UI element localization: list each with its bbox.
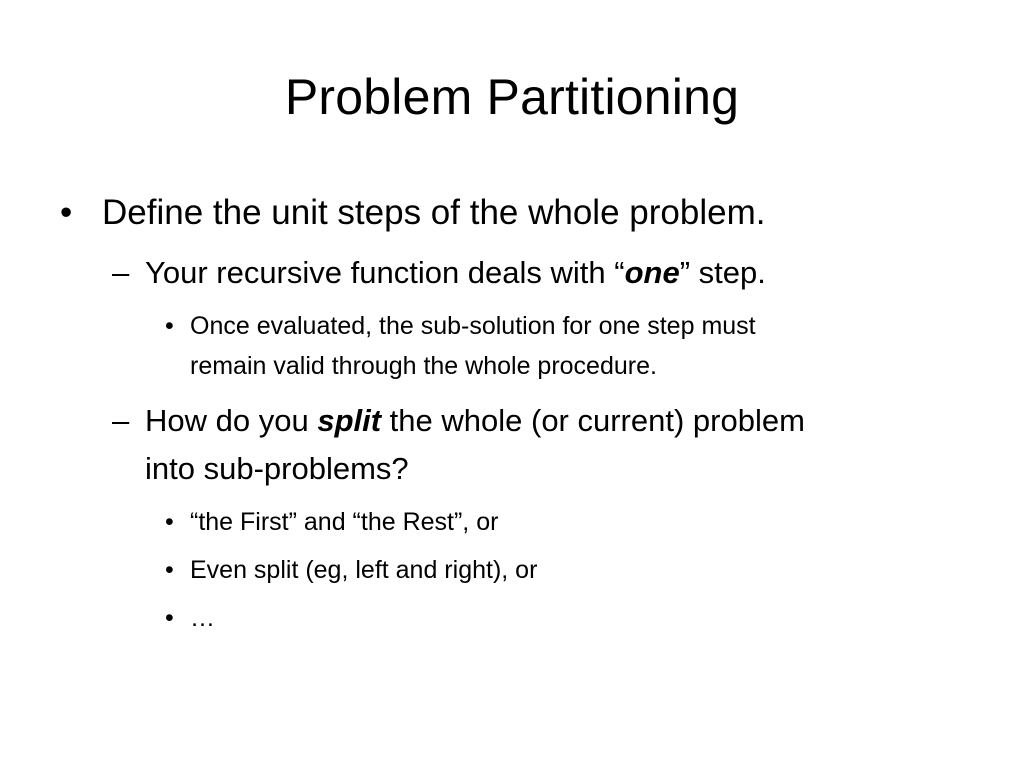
bullet-text: … [190,604,215,632]
bullet-marker: • [165,556,174,584]
emphasis-split: split [317,403,382,438]
bullet-text-pre: How do you [145,403,318,438]
emphasis-one: one [624,255,680,290]
dash-marker: – [112,403,130,438]
bullet-text-post: ” step. [679,255,766,290]
bullet-marker: • [165,312,174,340]
bullet-marker: • [60,193,73,232]
bullet-text: Define the unit steps of the whole problem. [102,193,766,232]
bullet-text-line2: into sub-problems? [145,451,409,486]
bullet-text-line1: Once evaluated, the sub-solution for one step must [190,312,756,340]
bullet-text [145,398,805,444]
bullet-text: “the First” and “the Rest”, or [190,508,499,536]
dash-marker: – [112,255,130,290]
bullet-text-line2: remain valid through the whole procedure. [190,352,657,380]
slide-title: Problem Partitioning [284,69,740,125]
bullet-text-post: the whole (or current) problem [381,403,805,438]
bullet-marker: • [165,604,174,632]
bullet-text: Even split (eg, left and right), or [190,556,538,584]
bullet-text-pre: Your recursive function deals with “ [145,255,625,290]
bullet-marker: • [165,508,174,536]
bullet-text [145,250,766,296]
